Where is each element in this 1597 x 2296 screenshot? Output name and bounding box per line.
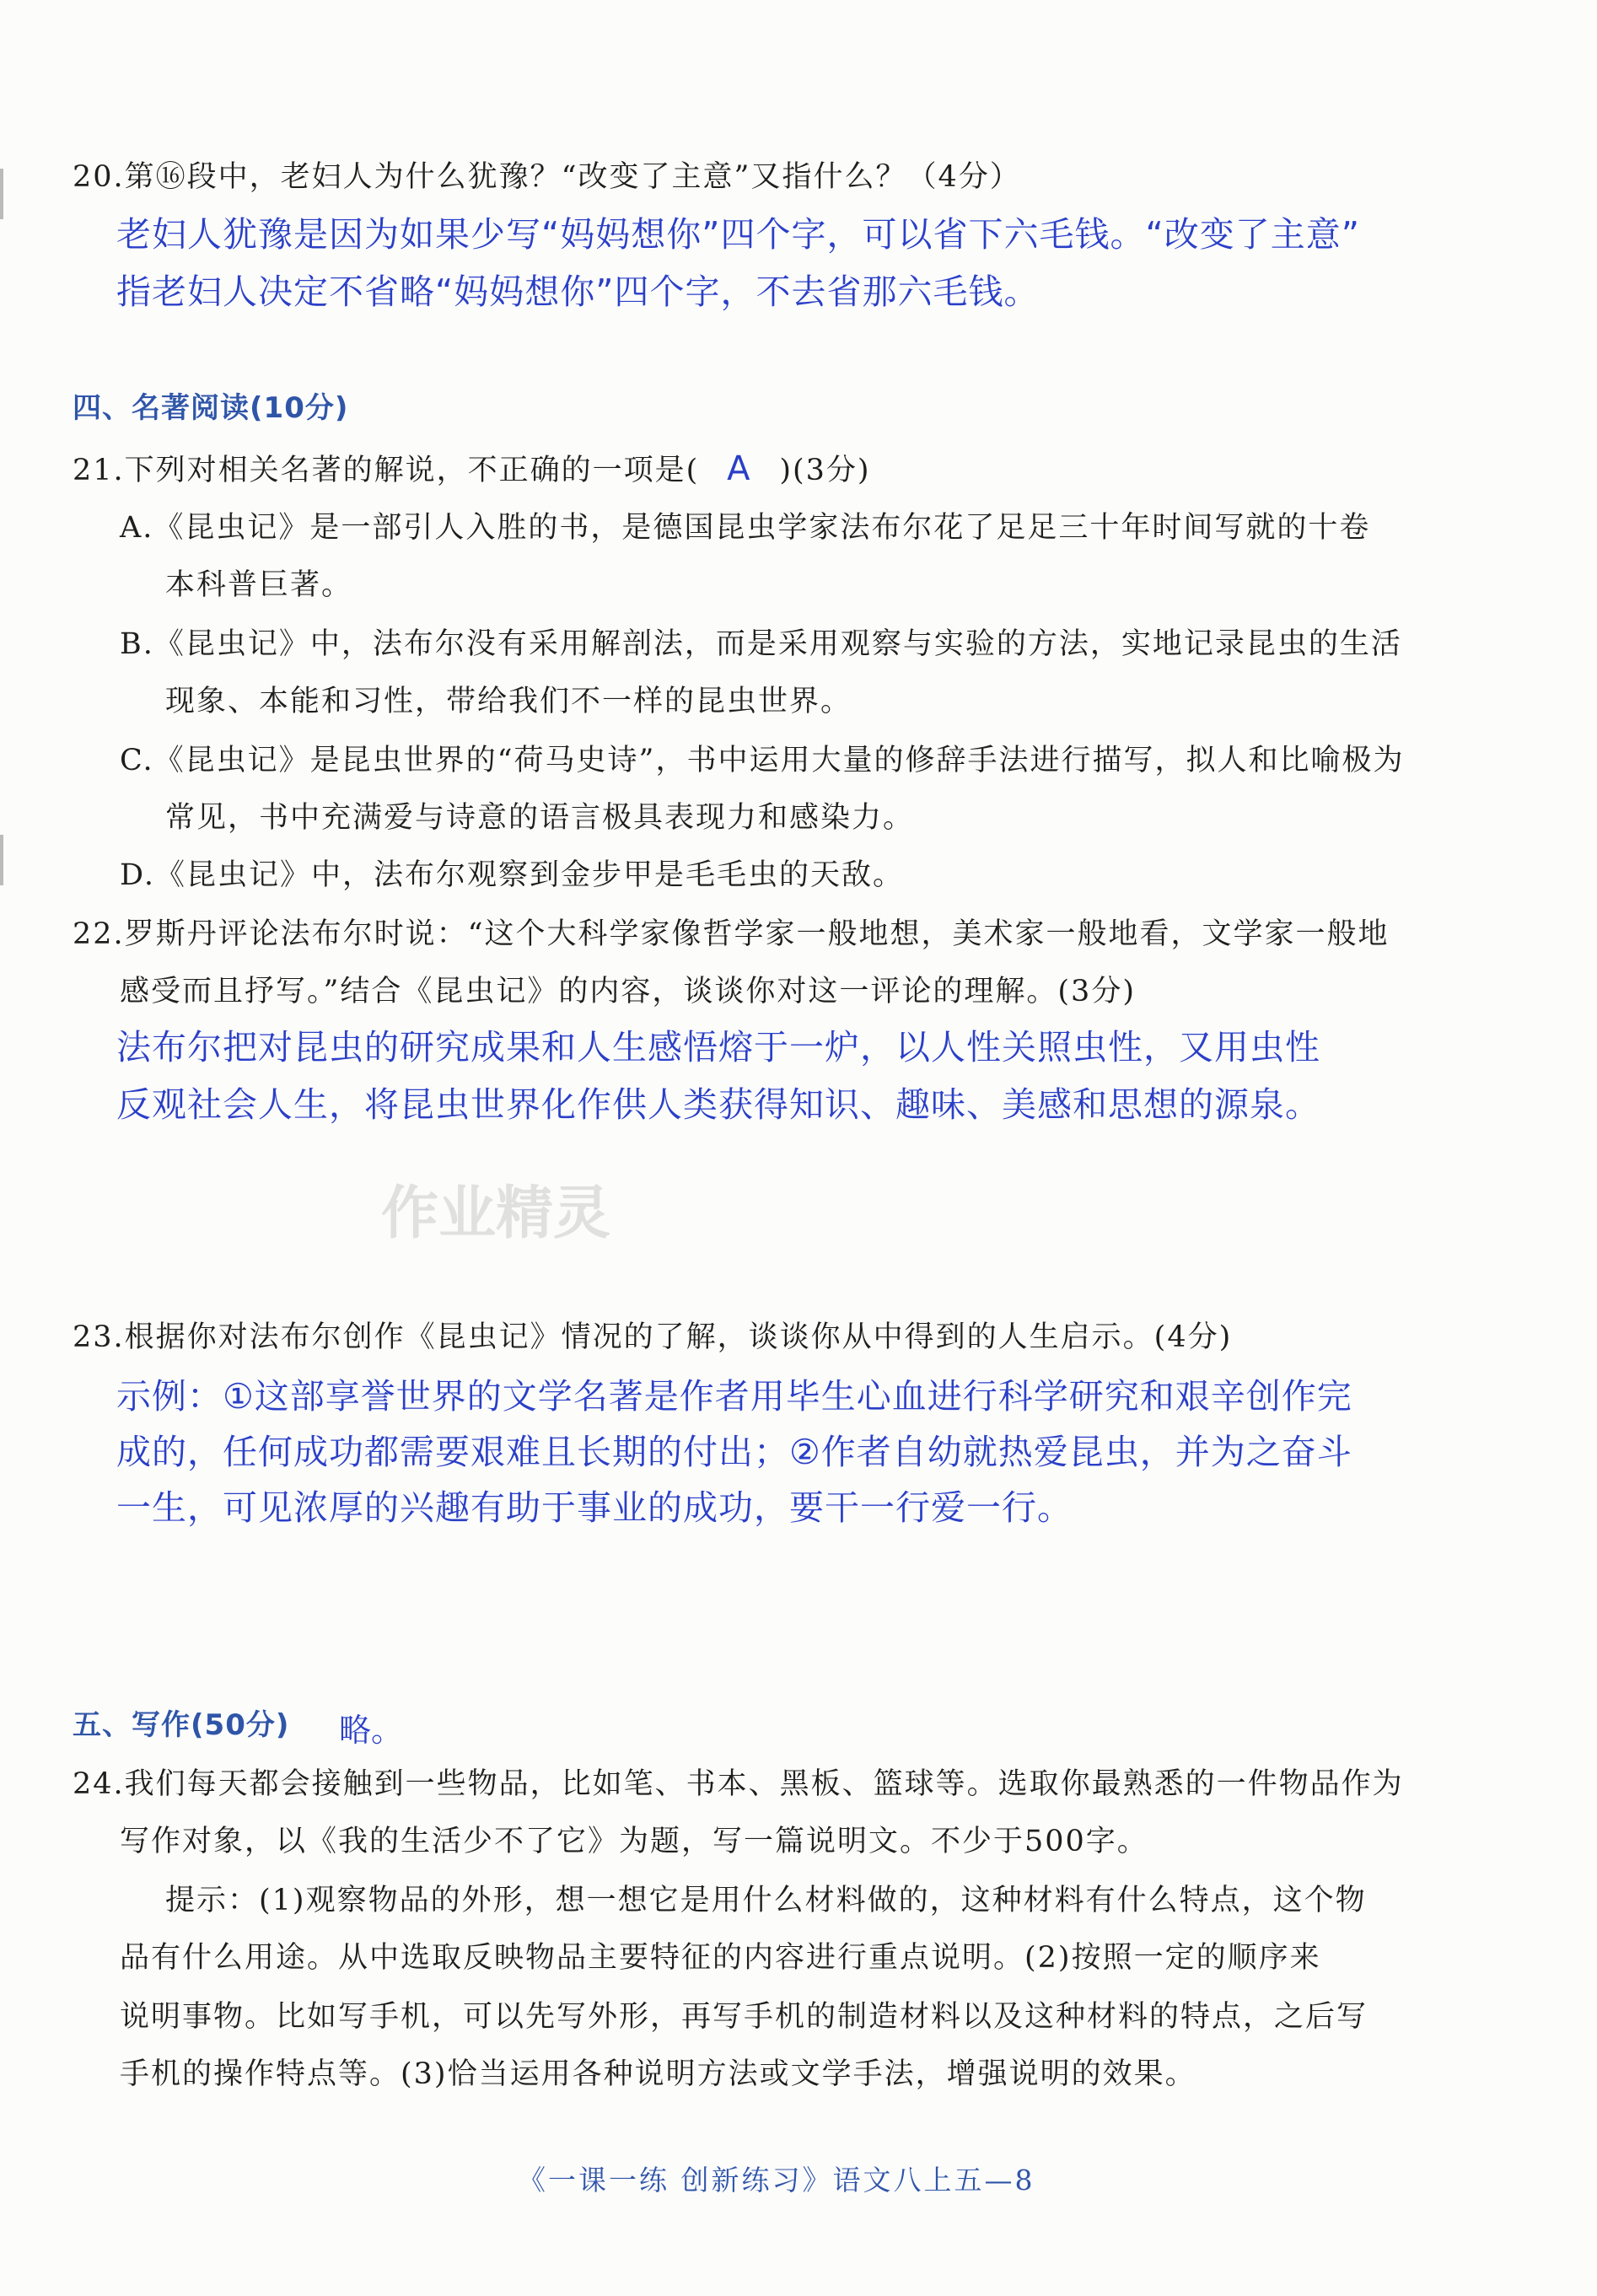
q22-answer-line-2: 反观社会人生，将昆虫世界化作供人类获得知识、趣味、美感和思想的源泉。 [116, 1084, 1320, 1125]
q20-question: 20.第⑯段中，老妇人为什么犹豫？“改变了主意”又指什么？（4分） [73, 160, 1021, 194]
q24-hint-line-4: 手机的操作特点等。(3)恰当运用各种说明方法或文学手法，增强说明的效果。 [120, 2057, 1196, 2091]
q21-stem-before: 21.下列对相关名著的解说，不正确的一项是( [73, 454, 700, 487]
q23-answer-line-3: 一生，可见浓厚的兴趣有助于事业的成功，要干一行爱一行。 [116, 1487, 1073, 1528]
q24-question-line-1: 24.我们每天都会接触到一些物品，比如笔、书本、黑板、篮球等。选取你最熟悉的一件物品作为 [73, 1767, 1404, 1801]
q22-question-line-2: 感受而且抒写。”结合《昆虫记》的内容，谈谈你对这一评论的理解。(3分) [120, 975, 1136, 1008]
q21-question [73, 450, 871, 489]
section-4-title: 四、名著阅读(10分) [73, 391, 349, 425]
q23-question: 23.根据你对法布尔创作《昆虫记》情况的了解，谈谈你从中得到的人生启示。(4分) [73, 1320, 1233, 1354]
binding-edge-mark [0, 835, 3, 885]
q21-option-a-line-2: 本科普巨著。 [165, 568, 353, 602]
page-footer: 《一课一练 创新练习》语文八上五—8 [518, 2164, 1035, 2197]
q21-stem-after: )(3分) [779, 454, 871, 487]
q21-answer: A [727, 449, 752, 488]
q23-answer-line-1: 示例：①这部享誉世界的文学名著是作者用毕生心血进行科学研究和艰辛创作完 [116, 1376, 1352, 1417]
q22-question-line-1: 22.罗斯丹评论法布尔时说：“这个大科学家像哲学家一般地想，美术家一般地看，文学家一般地 [73, 917, 1390, 951]
q22-answer-line-1: 法布尔把对昆虫的研究成果和人生感悟熔于一炉，以人性关照虫性，又用虫性 [116, 1027, 1320, 1067]
q21-option-a-line-1: A.《昆虫记》是一部引人入胜的书，是德国昆虫学家法布尔花了足足三十年时间写就的十卷 [120, 511, 1371, 545]
q23-answer-line-2: 成的，任何成功都需要艰难且长期的付出；②作者自幼就热爱昆虫，并为之奋斗 [116, 1432, 1352, 1472]
q21-option-b-line-2: 现象、本能和习性，带给我们不一样的昆虫世界。 [165, 685, 852, 718]
q21-option-b-line-1: B.《昆虫记》中，法布尔没有采用解剖法，而是采用观察与实验的方法，实地记录昆虫的生活 [120, 627, 1402, 661]
section-5-answer: 略。 [339, 1712, 404, 1749]
q21-option-d: D.《昆虫记》中，法布尔观察到金步甲是毛毛虫的天敌。 [120, 858, 904, 892]
q24-hint-line-2: 品有什么用途。从中选取反映物品主要特征的内容进行重点说明。(2)按照一定的顺序来 [120, 1941, 1321, 1975]
q24-hint-line-1: 提示：(1)观察物品的外形，想一想它是用什么材料做的，这种材料有什么特点，这个物 [165, 1884, 1367, 1917]
q24-hint-line-3: 说明事物。比如写手机，可以先写外形，再写手机的制造材料以及这种材料的特点，之后写 [120, 2000, 1368, 2034]
q20-answer-line-2: 指老妇人决定不省略“妈妈想你”四个字，不去省那六毛钱。 [116, 272, 1040, 312]
q24-question-line-2: 写作对象，以《我的生活少不了它》为题，写一篇说明文。不少于500字。 [120, 1825, 1148, 1858]
q21-option-c-line-2: 常见，书中充满爱与诗意的语言极具表现力和感染力。 [165, 801, 915, 835]
q20-answer-line-1: 老妇人犹豫是因为如果少写“妈妈想你”四个字，可以省下六毛钱。“改变了主意” [116, 214, 1360, 255]
q21-option-c-line-1: C.《昆虫记》是昆虫世界的“荷马史诗”，书中运用大量的修辞手法进行描写，拟人和比喻极为 [120, 744, 1405, 777]
watermark: 作业精灵 [381, 1180, 611, 1247]
section-5-title: 五、写作(50分) [73, 1708, 290, 1742]
binding-edge-mark [0, 169, 3, 219]
